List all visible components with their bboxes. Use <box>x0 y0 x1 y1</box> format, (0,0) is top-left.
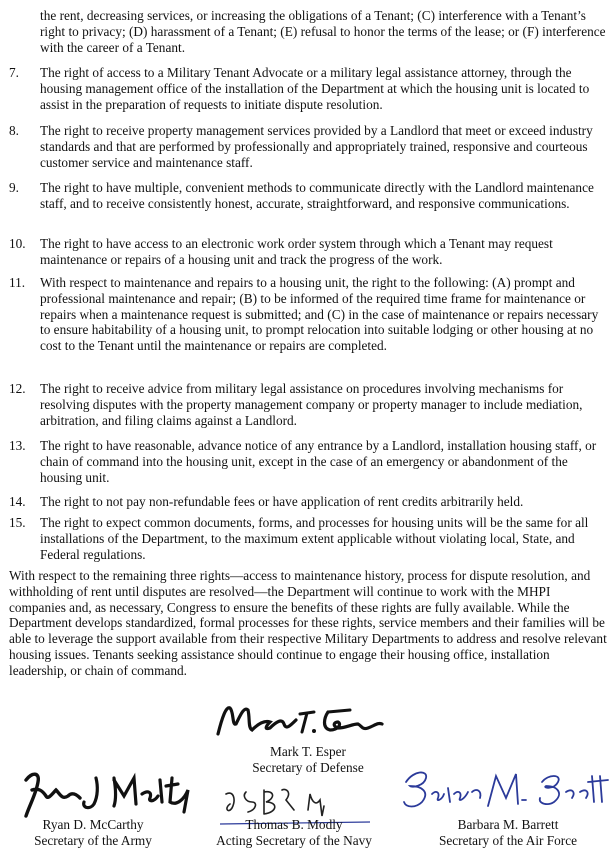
item-text: The right to receive advice from military legal assistance on procedures involving mechanisms for resolving disputes with the property management company or property manager to include mediation, arbitration, and filing claims against a Landlord. <box>40 381 583 428</box>
esper-signature <box>212 700 390 742</box>
item-number: 12. <box>9 381 26 396</box>
modly-name: Thomas B. Modly <box>245 817 343 832</box>
closing-paragraph: With respect to the remaining three rights—access to maintenance history, process for dispute resolution, and withholding of rent until disputes are resolved—the Department will continue to work with the MHPI companies and, as necessary, Congress to ensure the benefits of these rights are fully available. While the Department develops standardized, formal processes for these rights, service members and their families will be able to leverage the support available from their respective Military Departments to address and resolve relevant housing issues. Tenants seeking assistance should continue to engage their housing office, installation leadership, or chain of command. <box>9 568 607 678</box>
item-number: 9. <box>9 180 19 195</box>
barrett-name: Barbara M. Barrett <box>457 817 559 832</box>
item-number: 10. <box>9 236 26 251</box>
esper-name: Mark T. Esper <box>270 744 346 759</box>
item-number: 13. <box>9 438 26 453</box>
item-number: 8. <box>9 123 19 138</box>
mccarthy-title: Secretary of the Army <box>34 833 152 848</box>
item-number: 14. <box>9 494 26 509</box>
mccarthy-signature <box>18 760 196 822</box>
continuation-paragraph: the rent, decreasing services, or increasing the obligations of a Tenant; (C) interference with a Tenant’s right to privacy; (D) harassment of a Tenant; (E) refusal to honor the terms of the lease; or (F) interference with the career of a Tenant. <box>40 8 606 55</box>
item-text: The right to have reasonable, advance notice of any entrance by a Landlord, installation housing staff, or chain of command into the housing unit, except in the case of an emergency or abandonment of the housing unit. <box>40 438 597 485</box>
item-number: 15. <box>9 515 26 530</box>
item-text: The right to expect common documents, forms, and processes for housing units will be the same for all installations of the Department, to the maximum extent applicable without violating local, State, and Federal regulations. <box>40 515 589 562</box>
esper-title: Secretary of Defense <box>252 760 364 775</box>
barrett-title: Secretary of the Air Force <box>438 833 578 848</box>
item-number: 11. <box>9 275 26 290</box>
item-text: The right to not pay non-refundable fees or have application of rent credits arbitrarily held. <box>40 494 524 509</box>
item-text: With respect to maintenance and repairs to a housing unit, the right to the following: (A) prompt and professional maintenance and repair; (B) to be informed of the required time frame for maintenance or repairs when a maintenance request is submitted; and (C) in the case of maintenance or repairs necessary to ensure habitability of a housing unit, to prompt relocation into suitable lodging or other housing at no cost to the Tenant until the maintenance or repairs are completed. <box>40 275 599 354</box>
item-text: The right to receive property management services provided by a Landlord that meet or exceed industry standards and that are performed by professionally and appropriately trained, responsive and courteous customer service and maintenance staff. <box>40 123 593 170</box>
mccarthy-name: Ryan D. McCarthy <box>42 817 144 832</box>
modly-title: Acting Secretary of the Navy <box>216 833 372 848</box>
item-text: The right to have multiple, convenient methods to communicate directly with the Landlord maintenance staff, and to receive consistently honest, accurate, straightforward, and responsive communications. <box>40 180 594 211</box>
item-text: The right to have access to an electronic work order system through which a Tenant may request maintenance or repairs of a housing unit and track the progress of the work. <box>40 236 553 267</box>
barrett-signature <box>396 762 610 818</box>
item-text: The right of access to a Military Tenant Advocate or a military legal assistance attorney, through the housing management office of the installation of the Department at which the housing unit is located to assist in the preparation of requests to initiate dispute resolution. <box>40 65 590 112</box>
item-number: 7. <box>9 65 19 80</box>
